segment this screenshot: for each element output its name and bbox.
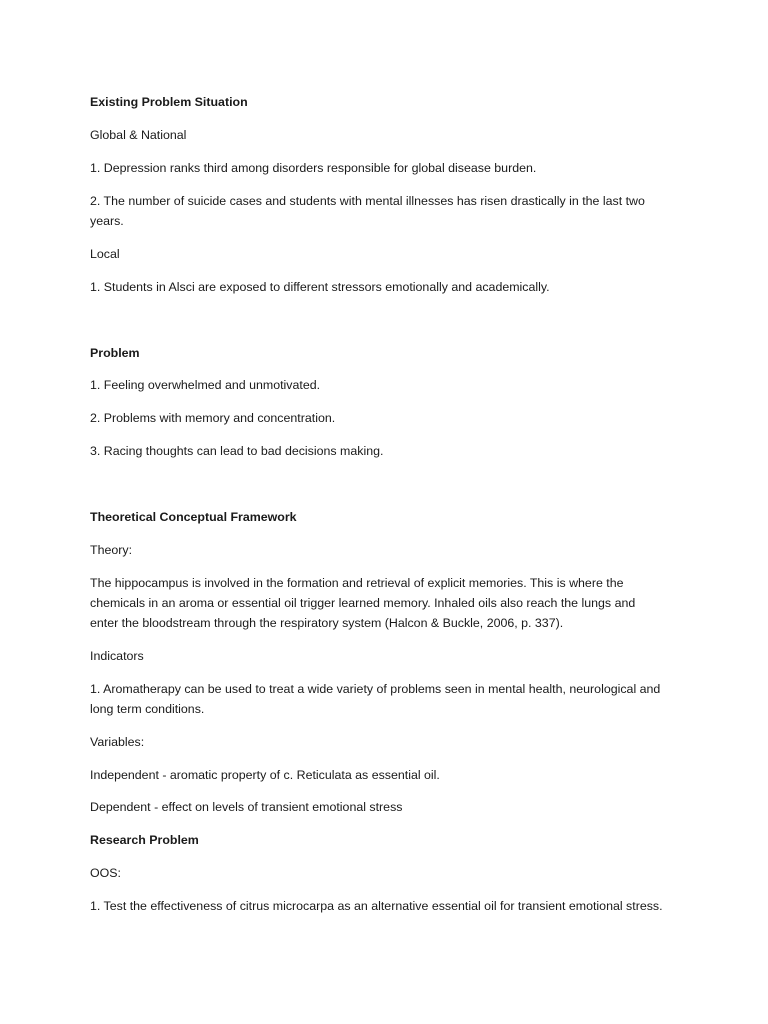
oos-item-1: 1. Test the effectiveness of citrus microcarpa as an alternative essential oil for transient emotional stress. [90, 899, 663, 913]
independent-variable: Independent - aromatic property of c. Reticulata as essential oil. [90, 768, 440, 782]
subheading-indicators: Indicators [90, 649, 144, 663]
problem-item-1: 1. Feeling overwhelmed and unmotivated. [90, 378, 321, 392]
global-item-2-line-2: years. [90, 214, 124, 228]
theory-line-2: chemicals in an aroma or essential oil trigger learned memory. Inhaled oils also reach the lungs and [90, 596, 636, 610]
heading-framework: Theoretical Conceptual Framework [90, 510, 297, 524]
theory-line-3: enter the bloodstream through the respiratory system (Halcon & Buckle, 2006, p. 337). [90, 616, 564, 630]
heading-research-problem: Research Problem [90, 833, 199, 847]
heading-existing-problem: Existing Problem Situation [90, 95, 248, 109]
subheading-variables: Variables: [90, 735, 145, 749]
problem-item-3: 3. Racing thoughts can lead to bad decisions making. [90, 444, 384, 458]
indicator-line-1: 1. Aromatherapy can be used to treat a wide variety of problems seen in mental health, neurological and [90, 682, 661, 696]
global-item-2-line-1: 2. The number of suicide cases and students with mental illnesses has risen drastically in the last two [90, 194, 645, 208]
heading-problem: Problem [90, 346, 140, 360]
problem-item-2: 2. Problems with memory and concentration. [90, 411, 336, 425]
subheading-theory: Theory: [90, 543, 133, 557]
subheading-local: Local [90, 247, 120, 261]
subheading-global-national: Global & National [90, 128, 187, 142]
global-item-1: 1. Depression ranks third among disorders responsible for global disease burden. [90, 161, 537, 175]
dependent-variable: Dependent - effect on levels of transient emotional stress [90, 800, 403, 814]
subheading-oos: OOS: [90, 866, 121, 880]
local-item-1: 1. Students in Alsci are exposed to different stressors emotionally and academically. [90, 280, 550, 294]
theory-line-1: The hippocampus is involved in the formation and retrieval of explicit memories. This is where the [90, 576, 624, 590]
indicator-line-2: long term conditions. [90, 702, 205, 716]
